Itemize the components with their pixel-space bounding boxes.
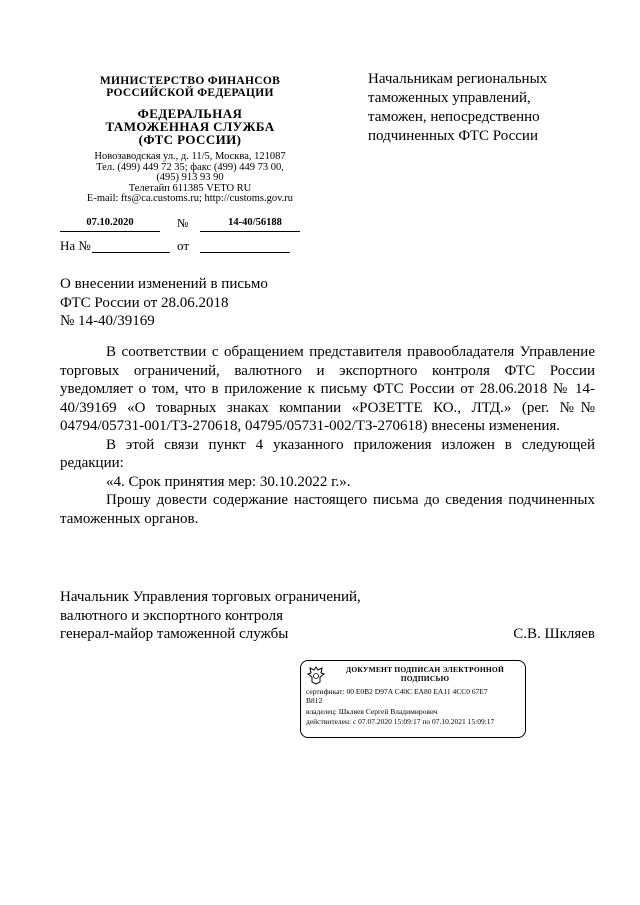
reference-row — [60, 238, 300, 254]
certificate-line-2: B812 — [306, 696, 323, 705]
subject-line: ФТС России от 28.06.2018 — [60, 294, 229, 311]
address-line: Новозаводская ул., д. 11/5, Москва, 121087 — [94, 151, 286, 162]
letter-number: 14-40/56188 — [228, 217, 282, 228]
body-paragraph-4: Прошу довести содержание настоящего письма до сведения подчиненных таможенных органов. — [60, 492, 595, 527]
validity-line: действителен: с 07.07.2020 15:09:17 по 07.10.2021 15:09:17 — [306, 717, 495, 726]
service-line-3: (ФТС РОССИИ) — [138, 132, 242, 147]
stamp-title — [329, 665, 521, 683]
outgoing-number-row — [60, 217, 300, 233]
signer-name: С.В. Шкляев — [513, 626, 595, 642]
body-paragraph-3: «4. Срок принятия мер: 30.10.2022 г.». — [106, 473, 351, 490]
letter-date: 07.10.2020 — [86, 217, 134, 228]
service-line-1: ФЕДЕРАЛЬНАЯ — [137, 106, 243, 121]
stamp-title-line: ДОКУМЕНТ ПОДПИСАН ЭЛЕКТРОННОЙ — [345, 665, 505, 674]
eagle-emblem-icon — [307, 665, 325, 685]
number-sign: № — [177, 216, 189, 230]
subject-line: О внесении изменений в письмо — [60, 276, 268, 292]
certificate-line: сертификат: 00 E0B2 D97A C40C EA80 EA11 4CC0 67E7 — [306, 687, 488, 696]
subject-block — [60, 275, 360, 331]
recipient-line: таможенных управлений, — [368, 90, 531, 106]
on-number-blank — [92, 252, 170, 253]
signer-rank-line: генерал-майор таможенной службы — [60, 626, 289, 642]
signer-position-line: валютного и экспортного контроля — [60, 607, 283, 624]
service-line-2: ТАМОЖЕННАЯ СЛУЖБА — [105, 119, 275, 134]
e-signature-stamp — [300, 660, 526, 738]
teletype-line: Телетайп 611385 VETO RU — [128, 182, 252, 194]
ministry-name — [60, 75, 320, 99]
subject-line: № 14-40/39169 — [60, 313, 155, 329]
letter-body — [60, 343, 595, 528]
recipient-line: подчиненных ФТС России — [368, 128, 538, 144]
from-label: от — [177, 238, 190, 253]
recipient-line: таможен, непосредственно — [368, 109, 540, 125]
service-name — [60, 107, 320, 146]
recipient-line: Начальникам региональных — [368, 71, 548, 87]
signature-block — [60, 588, 595, 644]
phone-line-2: (495) 913 93 90 — [156, 172, 224, 183]
signer-position-line: Начальник Управления торговых ограничений, — [60, 589, 361, 605]
from-date-blank — [200, 252, 290, 253]
ministry-line-1: МИНИСТЕРСТВО ФИНАНСОВ — [99, 75, 281, 87]
email-line: E-mail: fts@ca.customs.ru; http://customs.gov.ru — [86, 193, 294, 204]
phone-line: Тел. (499) 449 72 35; факс (499) 449 73 00, — [96, 161, 284, 173]
body-paragraph-1: В соответствии с обращением представителя правообладателя Управление торговых ограничений, валютного и экспортного контроля ФТС России уведомляет о том, что в приложение к письму ФТС России от 28.06.2018 № 14-40/39169 «О товарных знаках компании «РОЗЕТТЕ КО., ЛТД.» (рег. №№ 04794/05731-001/ТЗ-270618, 04795/05731-002/ТЗ-270618) внесены изменения. — [60, 344, 595, 434]
recipient-block — [368, 70, 608, 146]
on-number-label: На № — [60, 238, 91, 253]
contact-address — [60, 152, 320, 205]
owner-line: владелец: Шкляев Сергей Владимирович — [306, 707, 438, 716]
stamp-title-line: ПОДПИСЬЮ — [400, 674, 450, 683]
body-paragraph-2: В этой связи пункт 4 указанного приложения изложен в следующей редакции: — [60, 436, 595, 471]
ministry-line-2: РОССИЙСКОЙ ФЕДЕРАЦИИ — [106, 87, 274, 99]
